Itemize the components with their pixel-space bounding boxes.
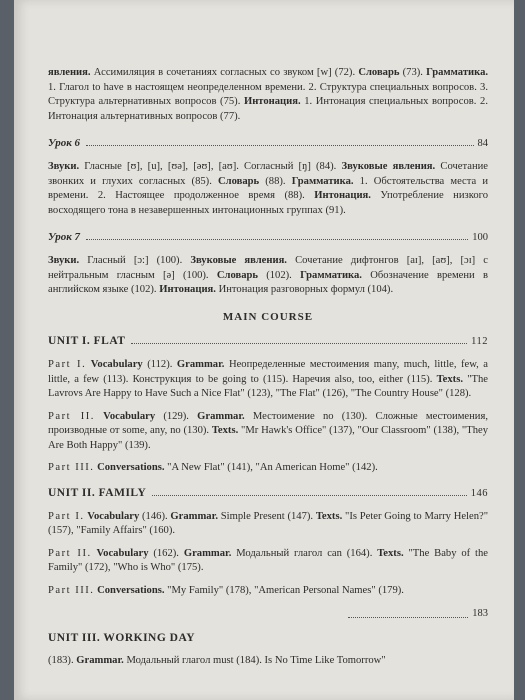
page-number: 112	[471, 336, 488, 348]
page-number: 100	[472, 232, 488, 244]
text: Is No Time Like Tomorrow"	[264, 654, 386, 666]
leader-dots	[152, 495, 466, 496]
unit-1-part-2	[48, 410, 488, 454]
heading-fragment: явления.	[48, 67, 91, 78]
text: Неопределенные местоимения many, much, little, few, a little, a few (113). Конструкция to be going to (115). Наречия also, too, either (115).	[48, 358, 488, 385]
lesson-7-heading	[48, 230, 488, 246]
grammar-label: Grammar.	[76, 654, 124, 666]
leader-dots	[86, 145, 473, 146]
text: Сочетание дифтонгов [aɪ], [aʊ], [ɔɪ] с нейтральным гласным [ə] (100).	[48, 254, 489, 281]
text: (146).	[142, 510, 168, 522]
text: Simple Present (147).	[220, 510, 314, 522]
unit-2-part-1	[48, 510, 488, 539]
unit-title: UNIT I. FLAT	[48, 335, 126, 348]
text: (112).	[147, 358, 173, 370]
unit-3-heading	[48, 631, 488, 646]
unit-2-part-2	[48, 547, 488, 576]
unit-title: UNIT II. FAMILY	[48, 487, 147, 500]
part-label: Part III.	[48, 585, 95, 597]
text: Сочетание звонких и глухих согласных (85).	[48, 160, 488, 187]
vocabulary-label: Vocabulary	[90, 358, 143, 370]
grammar-label: Grammar.	[176, 358, 225, 370]
table-of-contents	[48, 66, 488, 676]
vocabulary-label: Словарь	[358, 67, 400, 78]
text: 1. Интонация специальных вопросов. 2. Интонация альтернативных вопросов (77).	[48, 96, 488, 122]
leader-dots	[131, 343, 467, 344]
text: "Mr Hawk's Office" (137), "Our Classroom" (138), "They Are Both Happy" (139).	[48, 425, 488, 451]
unit-1-part-3	[48, 461, 488, 476]
text: Ассимиляция в сочетаниях согласных со звуком [w] (72).	[93, 67, 356, 78]
unit-1-part-1	[48, 358, 488, 402]
text: Модальный глагол must (184).	[126, 654, 262, 666]
lesson-6-paragraph	[48, 160, 488, 218]
part-label: Part II.	[48, 410, 95, 422]
text: (73).	[402, 67, 423, 78]
text: "A New Flat" (141), "An American Home" (142).	[167, 462, 378, 474]
vocabulary-label: Vocabulary	[103, 410, 156, 422]
part-label: Part III.	[48, 462, 95, 474]
unit-3-part-1	[48, 654, 488, 669]
texts-label: Texts.	[436, 373, 463, 385]
text: (88).	[265, 175, 286, 187]
text: Гласный [ɔ:] (100).	[87, 254, 183, 266]
text: "The Baby of the Family" (172), "Who is Who" (175).	[48, 547, 488, 574]
text: (162).	[153, 547, 179, 559]
page-number: 183	[472, 607, 488, 619]
sound-phenomena-label: Звуковые явления.	[190, 254, 287, 266]
text: Интонация разговорных формул (104).	[218, 284, 394, 296]
vocabulary-label: Vocabulary	[96, 547, 149, 559]
text: Гласные [ʊ], [u], [ʊə], [əʊ], [aʊ]. Согласный [ŋ] (84).	[84, 160, 337, 172]
texts-label: Texts.	[315, 510, 343, 522]
unit-2-part-3	[48, 584, 488, 599]
conversations-label: Conversations.	[97, 585, 165, 597]
vocabulary-label: Словарь	[216, 269, 258, 281]
grammar-label: Грамматика.	[300, 269, 362, 281]
leader-dots	[348, 607, 468, 619]
vocabulary-label: Vocabulary	[87, 510, 140, 522]
unit-1-heading	[48, 334, 488, 350]
main-course-title: MAIN COURSE	[222, 310, 314, 323]
grammar-label: Grammar.	[197, 410, 245, 422]
lesson-7-paragraph	[48, 254, 488, 298]
intonation-label: Интонация.	[159, 284, 216, 296]
grammar-label: Grammar.	[170, 510, 218, 522]
part-label: Part I.	[48, 358, 87, 370]
unit-title: UNIT III. WORKING DAY	[48, 632, 196, 645]
text: Обозначение времени в английском языке (102).	[48, 269, 488, 296]
grammar-label: Грамматика.	[291, 175, 354, 187]
part-label: Part II.	[48, 547, 92, 559]
text: "Is Peter Going to Marry Helen?" (157), "Family Affairs" (160).	[48, 510, 489, 537]
text: 1. Обстоятельства места и времени. 2. Настоящее продолженное время (88).	[48, 175, 488, 202]
intro-paragraph	[48, 66, 488, 124]
sound-phenomena-label: Звуковые явления.	[341, 160, 436, 172]
unit-2-heading	[48, 486, 488, 502]
intonation-label: Интонация.	[314, 190, 371, 202]
text: (183).	[48, 654, 74, 666]
text: Модальный глагол can (164).	[236, 547, 373, 559]
text: 1. Глагол to have в настоящем неопределенном времени. 2. Структура специальных вопросов. 3. Структура альтернативных вопросов (75).	[48, 81, 488, 108]
sounds-label: Звуки.	[48, 254, 80, 266]
sounds-label: Звуки.	[48, 160, 80, 172]
book-page	[14, 0, 514, 700]
text: (129).	[163, 410, 189, 422]
page-number: 84	[477, 138, 488, 150]
conversations-label: Conversations.	[97, 462, 165, 474]
lesson-title: Урок 6	[48, 137, 81, 150]
grammar-label: Грамматика.	[426, 67, 489, 78]
lesson-6-heading	[48, 136, 488, 152]
intonation-label: Интонация.	[243, 96, 301, 108]
text: "The Lavrovs Are Happy to Have Such a Nice Flat" (123), "The Flat" (126), "The Country House" (128).	[48, 373, 488, 400]
leader-dots	[86, 239, 468, 240]
page-number: 146	[470, 488, 488, 500]
unit-2-end	[48, 607, 488, 622]
lesson-title: Урок 7	[48, 231, 81, 244]
text: (102).	[266, 269, 292, 281]
texts-label: Texts.	[377, 547, 404, 559]
grammar-label: Grammar.	[183, 547, 232, 559]
texts-label: Texts.	[211, 425, 239, 437]
vocabulary-label: Словарь	[217, 175, 260, 187]
text: Местоимение no (130). Сложные местоимения, производные от some, any, no (130).	[48, 410, 488, 437]
text: Употребление низкого восходящего тона в незавершенных интонационных группах (91).	[48, 190, 488, 216]
text: "My Family" (178), "American Personal Names" (179).	[167, 585, 404, 597]
part-label: Part I.	[48, 510, 85, 522]
